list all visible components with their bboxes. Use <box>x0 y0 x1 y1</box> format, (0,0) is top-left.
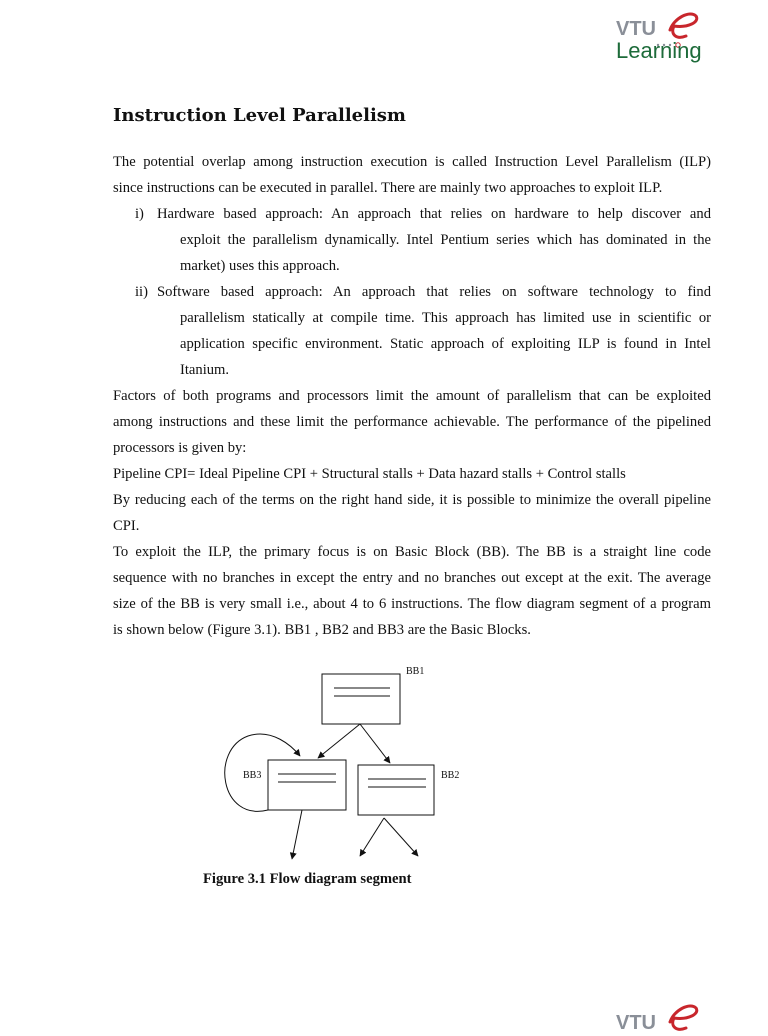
figure-caption: Figure 3.1 Flow diagram segment <box>203 871 412 887</box>
edge-bb3-exit <box>292 810 302 859</box>
list-marker: ii) <box>135 284 148 300</box>
vtu-elearning-logo-footer <box>612 996 704 1036</box>
paragraph-line: is shown below (Figure 3.1). BB1 , BB2 and BB3 are the Basic Blocks. <box>113 622 531 638</box>
formula-line: Pipeline CPI= Ideal Pipeline CPI + Structural stalls + Data hazard stalls + Control stalls <box>113 466 626 482</box>
logo-vtu-text: VTU <box>616 1012 656 1034</box>
edge-bb2-exit-left <box>360 818 384 856</box>
edge-bb1-bb2 <box>360 724 390 763</box>
paragraph-line: Factors of both programs and processors limit the amount of parallelism that can be exploited <box>113 388 711 404</box>
bb1-box <box>322 674 400 724</box>
vtu-elearning-logo <box>612 4 704 66</box>
paragraph-line: size of the BB is very small i.e., about 4 to 6 instructions. The flow diagram segment of a program <box>113 596 711 612</box>
paragraph-line: By reducing each of the terms on the right hand side, it is possible to minimize the overall pipeline <box>113 492 711 508</box>
bb3-label: BB3 <box>243 770 262 781</box>
list-item-line: application specific environment. Static approach of exploiting ILP is found in Intel <box>180 336 711 352</box>
list-item-hardware <box>135 201 711 227</box>
list-item-line: market) uses this approach. <box>180 258 340 274</box>
list-item-text: Hardware based approach: An approach that relies on hardware to help discover and <box>157 206 711 222</box>
logo-vtu-text: VTU <box>616 18 656 40</box>
list-item-line: Itanium. <box>180 362 230 378</box>
paragraph-line: To exploit the ILP, the primary focus is on Basic Block (BB). The BB is a straight line code <box>113 544 711 560</box>
paragraph-line: since instructions can be executed in parallel. There are mainly two approaches to exploit ILP. <box>113 180 663 196</box>
logo-learning-text: Learning <box>616 38 702 63</box>
list-item-software <box>135 279 711 305</box>
edge-bb3-loop <box>225 734 300 811</box>
edge-bb2-exit-right <box>384 818 418 856</box>
paragraph-line: sequence with no branches in except the entry and no branches out except at the exit. The average <box>113 570 711 586</box>
list-item-text: Software based approach: An approach that relies on software technology to find <box>157 284 711 300</box>
list-marker: i) <box>135 206 144 222</box>
edge-bb1-bb3 <box>318 724 360 758</box>
flow-diagram <box>200 660 480 870</box>
paragraph-line: The potential overlap among instruction execution is called Instruction Level Parallelism (ILP) <box>113 154 711 170</box>
list-item-line: exploit the parallelism dynamically. Intel Pentium series which has dominated in the <box>180 232 711 248</box>
paragraph-line: CPI. <box>113 518 140 534</box>
page-title: Instruction Level Parallelism <box>113 105 406 126</box>
paragraph-line: among instructions and these limit the performance achievable. The performance of the pipelined <box>113 414 711 430</box>
bb2-label: BB2 <box>441 770 460 781</box>
paragraph-line: processors is given by: <box>113 440 247 456</box>
bb3-box <box>268 760 346 810</box>
bb1-label: BB1 <box>406 666 425 677</box>
bb2-box <box>358 765 434 815</box>
list-item-line: parallelism statically at compile time. This approach has limited use in scientific or <box>180 310 711 326</box>
